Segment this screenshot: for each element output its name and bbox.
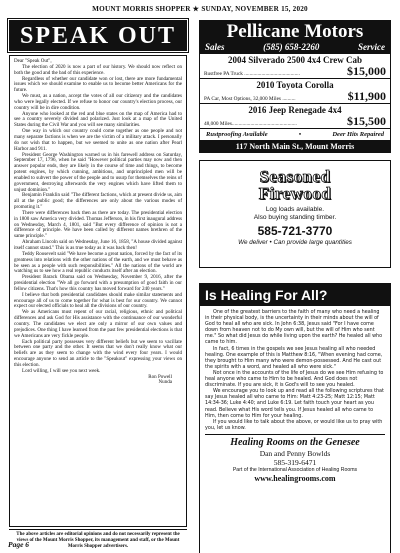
letter-paragraph: Teddy Roosevelt said "We have become a great nation, forced by the fact of its greatness into relations with the other nations of the earth, and we must behave as be seen as a people with such responsibilities." All the nations of the world are watching us to see how a real republic conducts itself after an election. xyxy=(14,250,182,275)
vehicle-name: 2004 Silverado 2500 4x4 Crew Cab xyxy=(227,55,363,65)
letter-signature-place: Nunda xyxy=(158,379,172,386)
speak-out-title: SPEAK OUT xyxy=(9,20,187,51)
healing-rooms-ad xyxy=(199,283,391,553)
letter-paragraph: President George Washington warned us in his farewell address on Saturday, September 17, 1796, when he said "However political parties may now and then answer popular ends, they are likely in the course of time and things, to become potent engines, by which cunning, ambitious, and unprincipled men will be enabled to subvert the power of the people and to usurp for themselves the reins of government, destroying afterwards the very engines which have lifted them to unjust dominion." xyxy=(14,151,182,193)
letter-paragraph: Lord willing, I will see you next week. xyxy=(22,367,101,374)
pellicane-subtitle xyxy=(200,42,390,54)
rustproofing-label: Rustproofing Available xyxy=(206,131,268,138)
healing-title: Is Healing For All? xyxy=(200,284,390,306)
masthead: MOUNT MORRIS SHOPPER ★ SUNDAY, NOVEMBER 15, 2020 xyxy=(92,5,308,13)
firewood-ad xyxy=(199,160,391,268)
vehicle-listing xyxy=(200,54,390,79)
pellicane-phone: (585) 658-2260 xyxy=(263,42,320,52)
firewood-line: Also buying standing timber. xyxy=(253,214,337,222)
pellicane-title: Pellicane Motors xyxy=(200,21,390,42)
vehicle-detail: Rustfree PA Truck .......................................... xyxy=(204,71,300,77)
vehicle-name: 2016 Jeep Renegade 4x4 xyxy=(248,105,342,115)
letter-paragraph: Regardless of whether our candidate won or lost, there are more fundamental issues which we should examine to enable us to become better Americans for the future. xyxy=(14,75,182,94)
vehicle-listing xyxy=(200,104,390,129)
editorial-disclaimer: The above articles are editorial opinions and do not necessarily represent the views of the Mount Morris Shopper, its management and staff, or the Mount Morris Shopper advertisers. xyxy=(9,529,187,551)
letter-paragraph: One way in which our country could come together as one people and not many separate factions is when we are the victim of a military attack. I personally do not wish that to happen, but we seemed to unite as one nation after Pearl Harbor and 911. xyxy=(14,128,182,152)
letter-paragraph: Abraham Lincoln said on Wednesday, June 16, 1858, "A house divided against itself cannot stand." This is as true today as it was back then! xyxy=(14,239,182,251)
healing-association: Part of the International Association of Healing Rooms xyxy=(232,466,358,473)
vehicle-listing xyxy=(200,79,390,104)
healing-paragraph: In fact, 6 times in the gospels we see Jesus healing all who needed healing. One example of this is Matthew 8:16, "When evening had come, they brought to Him many who were demon-possessed. And He cast out the spirits with a word, and healed all who were sick." xyxy=(205,345,383,370)
letter-paragraph: Benjamin Franklin said "The different factions, which at present divide us, aim all at the public good; the differences are only about the various modes of promoting it." xyxy=(14,192,182,211)
healing-body xyxy=(200,306,390,431)
healing-rooms-name: Healing Rooms on the Genesee xyxy=(230,436,360,448)
deer-hits-label: Deer Hits Repaired xyxy=(332,131,384,138)
healing-paragraph: Not once in the accounts of the life of Jesus do we see Him refusing to heal anyone who came to Him to be healed. And God does not discriminate. If you are sick, it is God's will to see you healed. xyxy=(205,369,384,389)
sales-label: Sales xyxy=(205,42,225,52)
healing-paragraph: We encourage you to look up and read all the following scriptures that say Jesus healed all who came to Him: Matt 4:23-25; Matt 12:15; Matt 14:34-36; Luke 4:40; and Luke 6:19. Let faith touch your heart as you read. Believe what His word tells you. If Jesus healed all who came to Him, then come to Him for your healing. xyxy=(205,388,384,419)
bullet-icon: • xyxy=(298,131,302,138)
pellicane-motors-ad xyxy=(199,20,391,153)
vehicle-detail: 48,000 Miles................................................. xyxy=(204,121,297,127)
letter-paragraph: President Barack Obama said on Wednesday, November 9, 2016, after the presidential election "We all go forward with a presumption of good faith in our fellow citizens. That's how this country has moved forward for 240 years." xyxy=(14,274,182,292)
pellicane-services xyxy=(200,129,390,141)
letter-paragraph: The election of 2020 is now a part of our history. We should now reflect on both the good and the bad of this experience. xyxy=(14,63,182,76)
healing-paragraph: One of the greatest barriers to the faith of many who need a healing in their physical body, is the uncertainty in their minds about the will of God to heal all who are sick. In John 6:38, Jesus said "For I have come down from heaven not to do My own will, but the will of Him who sent me." So what did Jesus do while living upon the earth? He healed all who came to him. xyxy=(205,309,383,346)
firewood-line: Log loads available. xyxy=(265,206,325,213)
ads-column xyxy=(199,20,391,553)
healing-phone: 585-319-6471 xyxy=(273,457,317,467)
firewood-phone: 585-721-3770 xyxy=(257,224,333,239)
letter-salutation: Dear "Speak Out", xyxy=(14,58,52,64)
page-number: Page 6 xyxy=(8,540,30,549)
healing-paragraph: If you would like to talk about the above, or would like us to pray with you, let us know. xyxy=(205,418,383,431)
vehicle-price: $11,900 xyxy=(347,89,386,103)
vehicle-price: $15,500 xyxy=(347,114,386,128)
healing-contact-names: Dan and Penny Bowlds xyxy=(259,448,331,458)
letter-paragraph: We must, as a nation, accept the votes of all our citizenry and the candidates who were legally elected. If we refuse to honor our country's election process, our country will be in dire condition. xyxy=(14,93,182,111)
speak-out-letter xyxy=(9,55,187,527)
vehicle-name: 2010 Toyota Corolla xyxy=(256,80,334,90)
healing-contact-box xyxy=(205,434,385,484)
healing-website-link[interactable]: www.healingrooms.com xyxy=(254,474,336,484)
letter-paragraph: Anyone who looked at the red and blue states on the map of America had to see a country severely divided and polarized. Just look at a map of the United States during the Civil War and you will see many similarities. xyxy=(14,110,182,129)
pellicane-address: 117 North Main St., Mount Morris xyxy=(200,141,390,152)
firewood-title-line1: Seasoned xyxy=(259,167,331,186)
letter-paragraph: There were differences back then as there are today. The presidential election in 1800 saw America very divided. Thomas Jefferson, in his first inaugural address on Wednesday, March 4, 1801, said "But every difference of opinion is not a difference of principle. We have been called by different names brethren of the same principle." xyxy=(14,209,182,240)
letter-signature-name: Ron Powell xyxy=(148,373,172,380)
vehicle-price: $15,000 xyxy=(347,64,386,78)
firewood-title-line2: Firewood xyxy=(258,184,332,203)
letter-paragraph: We as Americans must repent of our racial, religious, ethnic and political differences and ask God for His assistance with the continuance of our wonderful country. The candidates we elect are only a mirror of our own values and prejudices. One thing I have learned from the past few presidential elections is that we Americans are very fickle people. xyxy=(14,309,182,339)
vehicle-detail: PA Car, Most Options, 32,000 Miles .......... xyxy=(204,96,296,102)
service-label: Service xyxy=(357,42,385,52)
letter-paragraph: I believe that both presidential candidates should make similar statements and encourage all of us to come together for what is best for our country. We cannot expect our elected officials to heal all the divisions of our country. xyxy=(14,291,182,310)
firewood-tagline: We deliver • Can provide large quantities xyxy=(238,239,352,247)
letter-paragraph: Each political party possesses very different beliefs but we seem to vacillate between one party and the other. It seems that we don't really know what our beliefs are as they seem to change with the wind every four years. I would encourage anyone to send an article to the "Speakout" expressing your views on this election. xyxy=(14,338,182,368)
